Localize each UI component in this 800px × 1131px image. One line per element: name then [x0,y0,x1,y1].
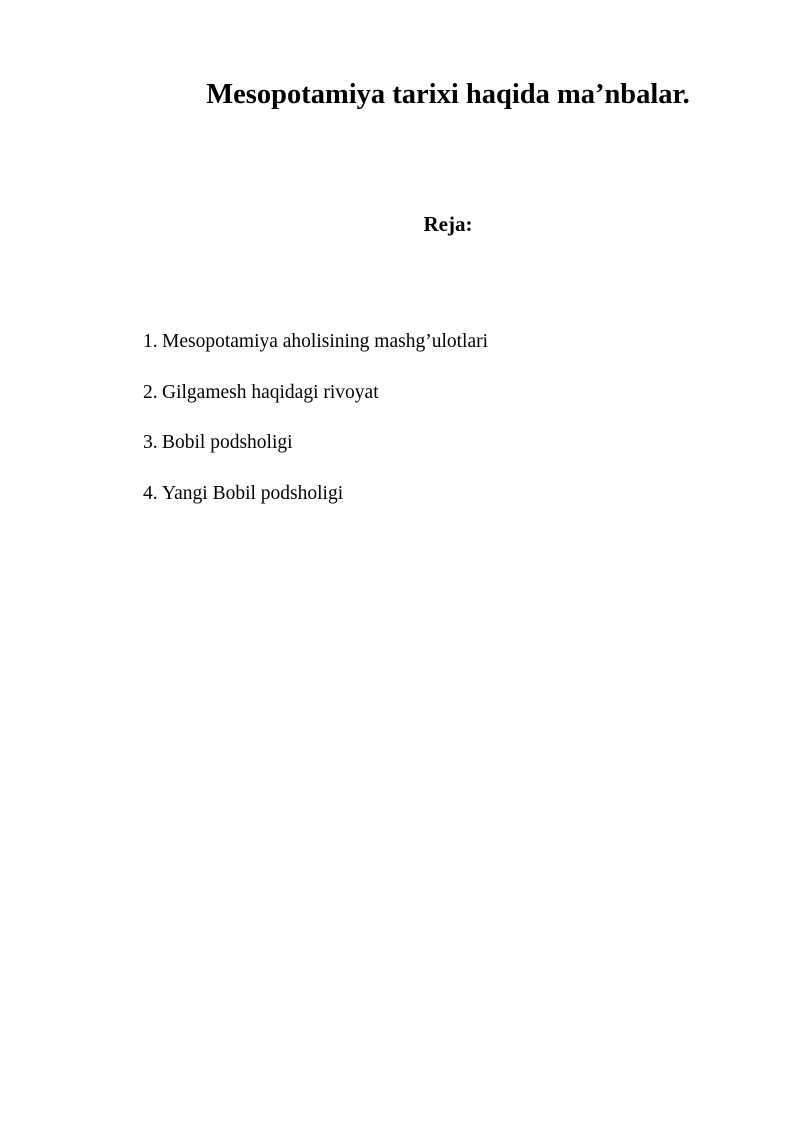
page-title: Mesopotamiya tarixi haqida ma’nbalar. [206,79,690,110]
plan-item-number: 1. [143,331,158,352]
plan-item-number: 4. [143,482,158,504]
plan-heading: Reja: [423,212,473,236]
plan-item [143,329,488,380]
plan-item-number: 3. [143,432,158,453]
plan-item-text: Bobil podsholigi [162,432,293,453]
plan-list [143,329,488,531]
plan-item-text: Gilgamesh haqidagi rivoyat [162,381,379,403]
plan-item [143,430,488,481]
plan-item-number: 2. [143,381,158,403]
plan-item-text: Yangi Bobil podsholigi [162,482,344,504]
plan-item [143,481,488,532]
plan-item [143,380,488,431]
plan-item-text: Mesopotamiya aholisining mashg’ulotlari [162,331,489,352]
